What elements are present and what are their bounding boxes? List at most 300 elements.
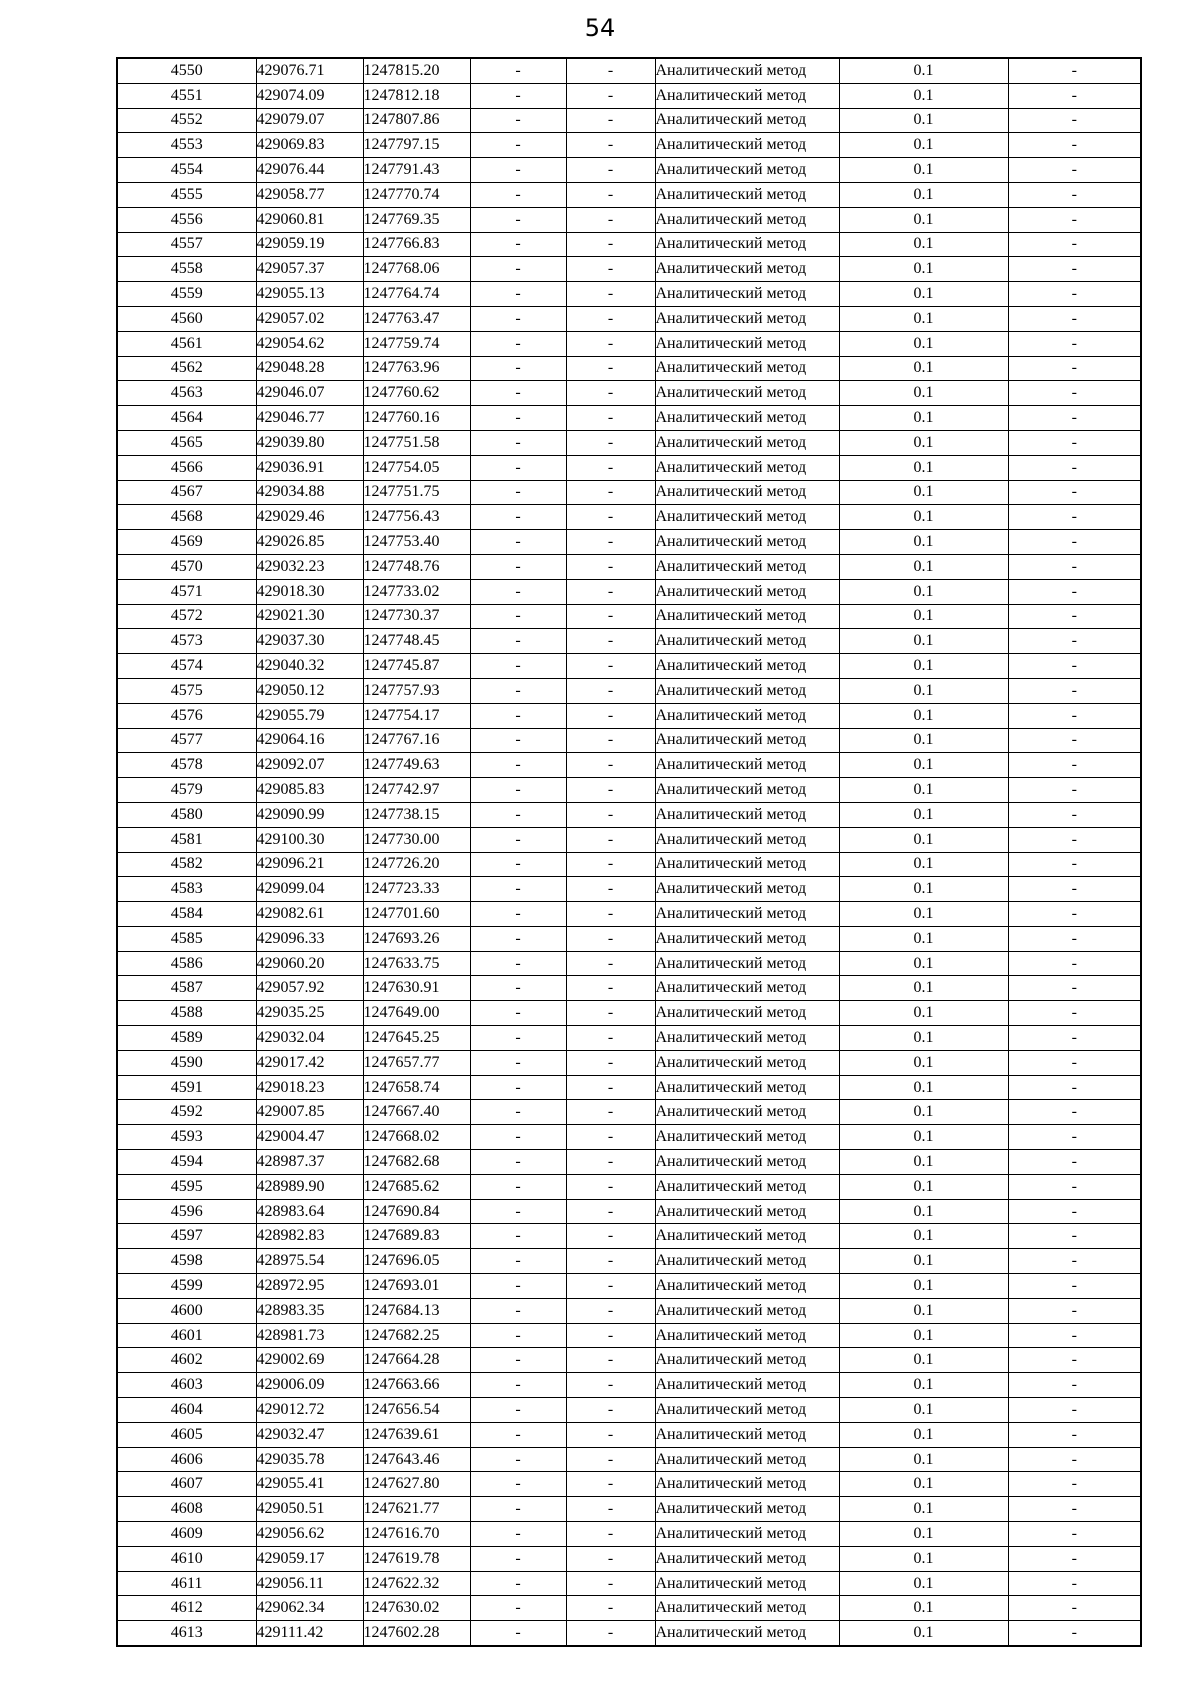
y-coordinate-cell: 1247668.02: [363, 1125, 470, 1150]
empty-value-cell: -: [1008, 604, 1141, 629]
empty-value-cell: -: [470, 1323, 566, 1348]
empty-value-cell: -: [566, 1150, 655, 1175]
empty-value-cell: -: [566, 554, 655, 579]
x-coordinate-cell: 429057.92: [256, 976, 363, 1001]
accuracy-cell: 0.1: [839, 852, 1008, 877]
table-row: [117, 852, 1141, 877]
y-coordinate-cell: 1247633.75: [363, 951, 470, 976]
empty-value-cell: -: [566, 530, 655, 555]
method-cell: Аналитический метод: [655, 654, 839, 679]
x-coordinate-cell: 429035.78: [256, 1447, 363, 1472]
point-number-cell: 4594: [117, 1150, 256, 1175]
table-row: [117, 207, 1141, 232]
point-number-cell: 4559: [117, 282, 256, 307]
empty-value-cell: -: [566, 207, 655, 232]
x-coordinate-cell: 429057.02: [256, 306, 363, 331]
point-number-cell: 4588: [117, 1001, 256, 1026]
table-row: [117, 1348, 1141, 1373]
y-coordinate-cell: 1247738.15: [363, 802, 470, 827]
empty-value-cell: -: [566, 877, 655, 902]
method-cell: Аналитический метод: [655, 629, 839, 654]
y-coordinate-cell: 1247701.60: [363, 902, 470, 927]
point-number-cell: 4578: [117, 753, 256, 778]
empty-value-cell: -: [470, 207, 566, 232]
point-number-cell: 4593: [117, 1125, 256, 1150]
table-row: [117, 356, 1141, 381]
accuracy-cell: 0.1: [839, 1075, 1008, 1100]
method-cell: Аналитический метод: [655, 505, 839, 530]
method-cell: Аналитический метод: [655, 902, 839, 927]
accuracy-cell: 0.1: [839, 703, 1008, 728]
empty-value-cell: -: [1008, 1274, 1141, 1299]
x-coordinate-cell: 429032.47: [256, 1422, 363, 1447]
method-cell: Аналитический метод: [655, 1497, 839, 1522]
method-cell: Аналитический метод: [655, 356, 839, 381]
x-coordinate-cell: 429054.62: [256, 331, 363, 356]
x-coordinate-cell: 429040.32: [256, 654, 363, 679]
empty-value-cell: -: [1008, 133, 1141, 158]
empty-value-cell: -: [566, 480, 655, 505]
table-row: [117, 182, 1141, 207]
table-row: [117, 802, 1141, 827]
point-number-cell: 4570: [117, 554, 256, 579]
table-row: [117, 1249, 1141, 1274]
accuracy-cell: 0.1: [839, 83, 1008, 108]
y-coordinate-cell: 1247754.05: [363, 455, 470, 480]
x-coordinate-cell: 428989.90: [256, 1174, 363, 1199]
x-coordinate-cell: 429074.09: [256, 83, 363, 108]
y-coordinate-cell: 1247769.35: [363, 207, 470, 232]
empty-value-cell: -: [1008, 430, 1141, 455]
accuracy-cell: 0.1: [839, 629, 1008, 654]
empty-value-cell: -: [470, 1100, 566, 1125]
point-number-cell: 4555: [117, 182, 256, 207]
x-coordinate-cell: 429037.30: [256, 629, 363, 654]
accuracy-cell: 0.1: [839, 1596, 1008, 1621]
table-row: [117, 1472, 1141, 1497]
accuracy-cell: 0.1: [839, 678, 1008, 703]
empty-value-cell: -: [566, 654, 655, 679]
x-coordinate-cell: 429096.21: [256, 852, 363, 877]
empty-value-cell: -: [470, 83, 566, 108]
empty-value-cell: -: [566, 1596, 655, 1621]
empty-value-cell: -: [566, 182, 655, 207]
empty-value-cell: -: [566, 1621, 655, 1646]
method-cell: Аналитический метод: [655, 381, 839, 406]
x-coordinate-cell: 429082.61: [256, 902, 363, 927]
y-coordinate-cell: 1247748.76: [363, 554, 470, 579]
accuracy-cell: 0.1: [839, 1398, 1008, 1423]
y-coordinate-cell: 1247763.96: [363, 356, 470, 381]
method-cell: Аналитический метод: [655, 976, 839, 1001]
empty-value-cell: -: [566, 133, 655, 158]
point-number-cell: 4583: [117, 877, 256, 902]
method-cell: Аналитический метод: [655, 1447, 839, 1472]
table-row: [117, 1571, 1141, 1596]
y-coordinate-cell: 1247630.91: [363, 976, 470, 1001]
y-coordinate-cell: 1247745.87: [363, 654, 470, 679]
empty-value-cell: -: [470, 852, 566, 877]
accuracy-cell: 0.1: [839, 1546, 1008, 1571]
empty-value-cell: -: [566, 1224, 655, 1249]
y-coordinate-cell: 1247742.97: [363, 778, 470, 803]
table-row: [117, 951, 1141, 976]
empty-value-cell: -: [566, 678, 655, 703]
accuracy-cell: 0.1: [839, 1199, 1008, 1224]
empty-value-cell: -: [1008, 951, 1141, 976]
x-coordinate-cell: 429064.16: [256, 728, 363, 753]
point-number-cell: 4577: [117, 728, 256, 753]
empty-value-cell: -: [470, 1546, 566, 1571]
empty-value-cell: -: [470, 430, 566, 455]
method-cell: Аналитический метод: [655, 753, 839, 778]
y-coordinate-cell: 1247770.74: [363, 182, 470, 207]
empty-value-cell: -: [1008, 1621, 1141, 1646]
method-cell: Аналитический метод: [655, 678, 839, 703]
empty-value-cell: -: [470, 1298, 566, 1323]
x-coordinate-cell: 429055.13: [256, 282, 363, 307]
empty-value-cell: -: [470, 1522, 566, 1547]
accuracy-cell: 0.1: [839, 381, 1008, 406]
accuracy-cell: 0.1: [839, 1050, 1008, 1075]
x-coordinate-cell: 429002.69: [256, 1348, 363, 1373]
empty-value-cell: -: [566, 728, 655, 753]
table-row: [117, 1026, 1141, 1051]
accuracy-cell: 0.1: [839, 1472, 1008, 1497]
x-coordinate-cell: 429017.42: [256, 1050, 363, 1075]
y-coordinate-cell: 1247663.66: [363, 1373, 470, 1398]
empty-value-cell: -: [1008, 1323, 1141, 1348]
point-number-cell: 4600: [117, 1298, 256, 1323]
y-coordinate-cell: 1247763.47: [363, 306, 470, 331]
accuracy-cell: 0.1: [839, 158, 1008, 183]
accuracy-cell: 0.1: [839, 1100, 1008, 1125]
x-coordinate-cell: 429007.85: [256, 1100, 363, 1125]
table-row: [117, 158, 1141, 183]
empty-value-cell: -: [1008, 654, 1141, 679]
empty-value-cell: -: [1008, 877, 1141, 902]
method-cell: Аналитический метод: [655, 827, 839, 852]
x-coordinate-cell: 429059.17: [256, 1546, 363, 1571]
x-coordinate-cell: 429090.99: [256, 802, 363, 827]
method-cell: Аналитический метод: [655, 1001, 839, 1026]
x-coordinate-cell: 429076.44: [256, 158, 363, 183]
table-row: [117, 554, 1141, 579]
accuracy-cell: 0.1: [839, 778, 1008, 803]
x-coordinate-cell: 429004.47: [256, 1125, 363, 1150]
empty-value-cell: -: [470, 182, 566, 207]
x-coordinate-cell: 429100.30: [256, 827, 363, 852]
table-row: [117, 1497, 1141, 1522]
empty-value-cell: -: [1008, 1075, 1141, 1100]
table-row: [117, 877, 1141, 902]
accuracy-cell: 0.1: [839, 1348, 1008, 1373]
empty-value-cell: -: [470, 579, 566, 604]
empty-value-cell: -: [566, 1522, 655, 1547]
empty-value-cell: -: [1008, 1174, 1141, 1199]
empty-value-cell: -: [1008, 1348, 1141, 1373]
method-cell: Аналитический метод: [655, 1249, 839, 1274]
table-row: [117, 1150, 1141, 1175]
empty-value-cell: -: [1008, 976, 1141, 1001]
table-row: [117, 1621, 1141, 1646]
point-number-cell: 4563: [117, 381, 256, 406]
point-number-cell: 4609: [117, 1522, 256, 1547]
empty-value-cell: -: [1008, 827, 1141, 852]
y-coordinate-cell: 1247643.46: [363, 1447, 470, 1472]
empty-value-cell: -: [1008, 505, 1141, 530]
method-cell: Аналитический метод: [655, 703, 839, 728]
accuracy-cell: 0.1: [839, 306, 1008, 331]
accuracy-cell: 0.1: [839, 1373, 1008, 1398]
table-row: [117, 1274, 1141, 1299]
accuracy-cell: 0.1: [839, 802, 1008, 827]
empty-value-cell: -: [1008, 1546, 1141, 1571]
empty-value-cell: -: [470, 902, 566, 927]
table-row: [117, 1075, 1141, 1100]
method-cell: Аналитический метод: [655, 1472, 839, 1497]
accuracy-cell: 0.1: [839, 455, 1008, 480]
y-coordinate-cell: 1247730.00: [363, 827, 470, 852]
table-row: [117, 1199, 1141, 1224]
empty-value-cell: -: [1008, 1447, 1141, 1472]
point-number-cell: 4562: [117, 356, 256, 381]
point-number-cell: 4604: [117, 1398, 256, 1423]
empty-value-cell: -: [470, 1398, 566, 1423]
table-row: [117, 1224, 1141, 1249]
x-coordinate-cell: 429056.62: [256, 1522, 363, 1547]
y-coordinate-cell: 1247723.33: [363, 877, 470, 902]
empty-value-cell: -: [470, 1224, 566, 1249]
point-number-cell: 4572: [117, 604, 256, 629]
accuracy-cell: 0.1: [839, 108, 1008, 133]
method-cell: Аналитический метод: [655, 1026, 839, 1051]
empty-value-cell: -: [1008, 629, 1141, 654]
method-cell: Аналитический метод: [655, 158, 839, 183]
empty-value-cell: -: [566, 1026, 655, 1051]
y-coordinate-cell: 1247684.13: [363, 1298, 470, 1323]
accuracy-cell: 0.1: [839, 406, 1008, 431]
empty-value-cell: -: [470, 1472, 566, 1497]
empty-value-cell: -: [566, 306, 655, 331]
y-coordinate-cell: 1247622.32: [363, 1571, 470, 1596]
empty-value-cell: -: [470, 877, 566, 902]
table-row: [117, 530, 1141, 555]
accuracy-cell: 0.1: [839, 331, 1008, 356]
y-coordinate-cell: 1247760.16: [363, 406, 470, 431]
empty-value-cell: -: [1008, 232, 1141, 257]
method-cell: Аналитический метод: [655, 108, 839, 133]
point-number-cell: 4612: [117, 1596, 256, 1621]
empty-value-cell: -: [1008, 1571, 1141, 1596]
accuracy-cell: 0.1: [839, 232, 1008, 257]
point-number-cell: 4560: [117, 306, 256, 331]
accuracy-cell: 0.1: [839, 1522, 1008, 1547]
y-coordinate-cell: 1247619.78: [363, 1546, 470, 1571]
table-row: [117, 1050, 1141, 1075]
empty-value-cell: -: [470, 381, 566, 406]
table-row: [117, 1447, 1141, 1472]
table-row: [117, 1373, 1141, 1398]
empty-value-cell: -: [470, 133, 566, 158]
empty-value-cell: -: [566, 703, 655, 728]
method-cell: Аналитический метод: [655, 1621, 839, 1646]
point-number-cell: 4602: [117, 1348, 256, 1373]
accuracy-cell: 0.1: [839, 1274, 1008, 1299]
x-coordinate-cell: 429029.46: [256, 505, 363, 530]
point-number-cell: 4603: [117, 1373, 256, 1398]
point-number-cell: 4598: [117, 1249, 256, 1274]
method-cell: Аналитический метод: [655, 1125, 839, 1150]
y-coordinate-cell: 1247689.83: [363, 1224, 470, 1249]
accuracy-cell: 0.1: [839, 728, 1008, 753]
method-cell: Аналитический метод: [655, 182, 839, 207]
empty-value-cell: -: [566, 976, 655, 1001]
empty-value-cell: -: [566, 951, 655, 976]
x-coordinate-cell: 429058.77: [256, 182, 363, 207]
empty-value-cell: -: [1008, 1249, 1141, 1274]
x-coordinate-cell: 429046.07: [256, 381, 363, 406]
y-coordinate-cell: 1247768.06: [363, 257, 470, 282]
x-coordinate-cell: 429034.88: [256, 480, 363, 505]
empty-value-cell: -: [1008, 728, 1141, 753]
table-row: [117, 1174, 1141, 1199]
empty-value-cell: -: [1008, 182, 1141, 207]
empty-value-cell: -: [470, 1125, 566, 1150]
y-coordinate-cell: 1247645.25: [363, 1026, 470, 1051]
method-cell: Аналитический метод: [655, 282, 839, 307]
empty-value-cell: -: [566, 1075, 655, 1100]
method-cell: Аналитический метод: [655, 1422, 839, 1447]
empty-value-cell: -: [470, 480, 566, 505]
accuracy-cell: 0.1: [839, 1249, 1008, 1274]
table-row: [117, 1125, 1141, 1150]
x-coordinate-cell: 428975.54: [256, 1249, 363, 1274]
x-coordinate-cell: 429060.81: [256, 207, 363, 232]
point-number-cell: 4575: [117, 678, 256, 703]
x-coordinate-cell: 429036.91: [256, 455, 363, 480]
empty-value-cell: -: [470, 331, 566, 356]
x-coordinate-cell: 429055.79: [256, 703, 363, 728]
empty-value-cell: -: [1008, 282, 1141, 307]
table-row: [117, 108, 1141, 133]
method-cell: Аналитический метод: [655, 579, 839, 604]
empty-value-cell: -: [470, 1274, 566, 1299]
empty-value-cell: -: [470, 1422, 566, 1447]
method-cell: Аналитический метод: [655, 1522, 839, 1547]
empty-value-cell: -: [566, 852, 655, 877]
empty-value-cell: -: [470, 976, 566, 1001]
x-coordinate-cell: 429069.83: [256, 133, 363, 158]
y-coordinate-cell: 1247630.02: [363, 1596, 470, 1621]
x-coordinate-cell: 429060.20: [256, 951, 363, 976]
accuracy-cell: 0.1: [839, 257, 1008, 282]
point-number-cell: 4581: [117, 827, 256, 852]
y-coordinate-cell: 1247682.25: [363, 1323, 470, 1348]
accuracy-cell: 0.1: [839, 282, 1008, 307]
point-number-cell: 4607: [117, 1472, 256, 1497]
empty-value-cell: -: [566, 381, 655, 406]
empty-value-cell: -: [566, 455, 655, 480]
method-cell: Аналитический метод: [655, 554, 839, 579]
x-coordinate-cell: 428983.35: [256, 1298, 363, 1323]
accuracy-cell: 0.1: [839, 505, 1008, 530]
x-coordinate-cell: 429111.42: [256, 1621, 363, 1646]
table-row: [117, 579, 1141, 604]
accuracy-cell: 0.1: [839, 827, 1008, 852]
x-coordinate-cell: 429006.09: [256, 1373, 363, 1398]
point-number-cell: 4564: [117, 406, 256, 431]
point-number-cell: 4595: [117, 1174, 256, 1199]
table-row: [117, 430, 1141, 455]
empty-value-cell: -: [566, 232, 655, 257]
x-coordinate-cell: 429048.28: [256, 356, 363, 381]
empty-value-cell: -: [470, 827, 566, 852]
accuracy-cell: 0.1: [839, 554, 1008, 579]
point-number-cell: 4576: [117, 703, 256, 728]
empty-value-cell: -: [470, 1001, 566, 1026]
empty-value-cell: -: [566, 778, 655, 803]
table-row: [117, 1001, 1141, 1026]
empty-value-cell: -: [1008, 1100, 1141, 1125]
empty-value-cell: -: [566, 1447, 655, 1472]
point-number-cell: 4574: [117, 654, 256, 679]
table-row: [117, 505, 1141, 530]
point-number-cell: 4597: [117, 1224, 256, 1249]
y-coordinate-cell: 1247748.45: [363, 629, 470, 654]
x-coordinate-cell: 429096.33: [256, 926, 363, 951]
empty-value-cell: -: [566, 926, 655, 951]
empty-value-cell: -: [566, 406, 655, 431]
y-coordinate-cell: 1247726.20: [363, 852, 470, 877]
accuracy-cell: 0.1: [839, 133, 1008, 158]
x-coordinate-cell: 429032.23: [256, 554, 363, 579]
empty-value-cell: -: [1008, 778, 1141, 803]
empty-value-cell: -: [566, 1001, 655, 1026]
empty-value-cell: -: [470, 951, 566, 976]
table-row: [117, 257, 1141, 282]
y-coordinate-cell: 1247753.40: [363, 530, 470, 555]
empty-value-cell: -: [566, 802, 655, 827]
empty-value-cell: -: [470, 1571, 566, 1596]
table-row: [117, 282, 1141, 307]
x-coordinate-cell: 429046.77: [256, 406, 363, 431]
y-coordinate-cell: 1247751.75: [363, 480, 470, 505]
empty-value-cell: -: [566, 753, 655, 778]
empty-value-cell: -: [1008, 1298, 1141, 1323]
empty-value-cell: -: [1008, 1373, 1141, 1398]
empty-value-cell: -: [470, 108, 566, 133]
y-coordinate-cell: 1247685.62: [363, 1174, 470, 1199]
method-cell: Аналитический метод: [655, 207, 839, 232]
accuracy-cell: 0.1: [839, 430, 1008, 455]
x-coordinate-cell: 429026.85: [256, 530, 363, 555]
empty-value-cell: -: [470, 1348, 566, 1373]
point-number-cell: 4596: [117, 1199, 256, 1224]
method-cell: Аналитический метод: [655, 1199, 839, 1224]
table-row: [117, 1398, 1141, 1423]
table-body: [117, 58, 1141, 1646]
empty-value-cell: -: [566, 1571, 655, 1596]
x-coordinate-cell: 428982.83: [256, 1224, 363, 1249]
y-coordinate-cell: 1247627.80: [363, 1472, 470, 1497]
table-row: [117, 902, 1141, 927]
method-cell: Аналитический метод: [655, 480, 839, 505]
empty-value-cell: -: [470, 1174, 566, 1199]
point-number-cell: 4553: [117, 133, 256, 158]
empty-value-cell: -: [470, 654, 566, 679]
point-number-cell: 4567: [117, 480, 256, 505]
